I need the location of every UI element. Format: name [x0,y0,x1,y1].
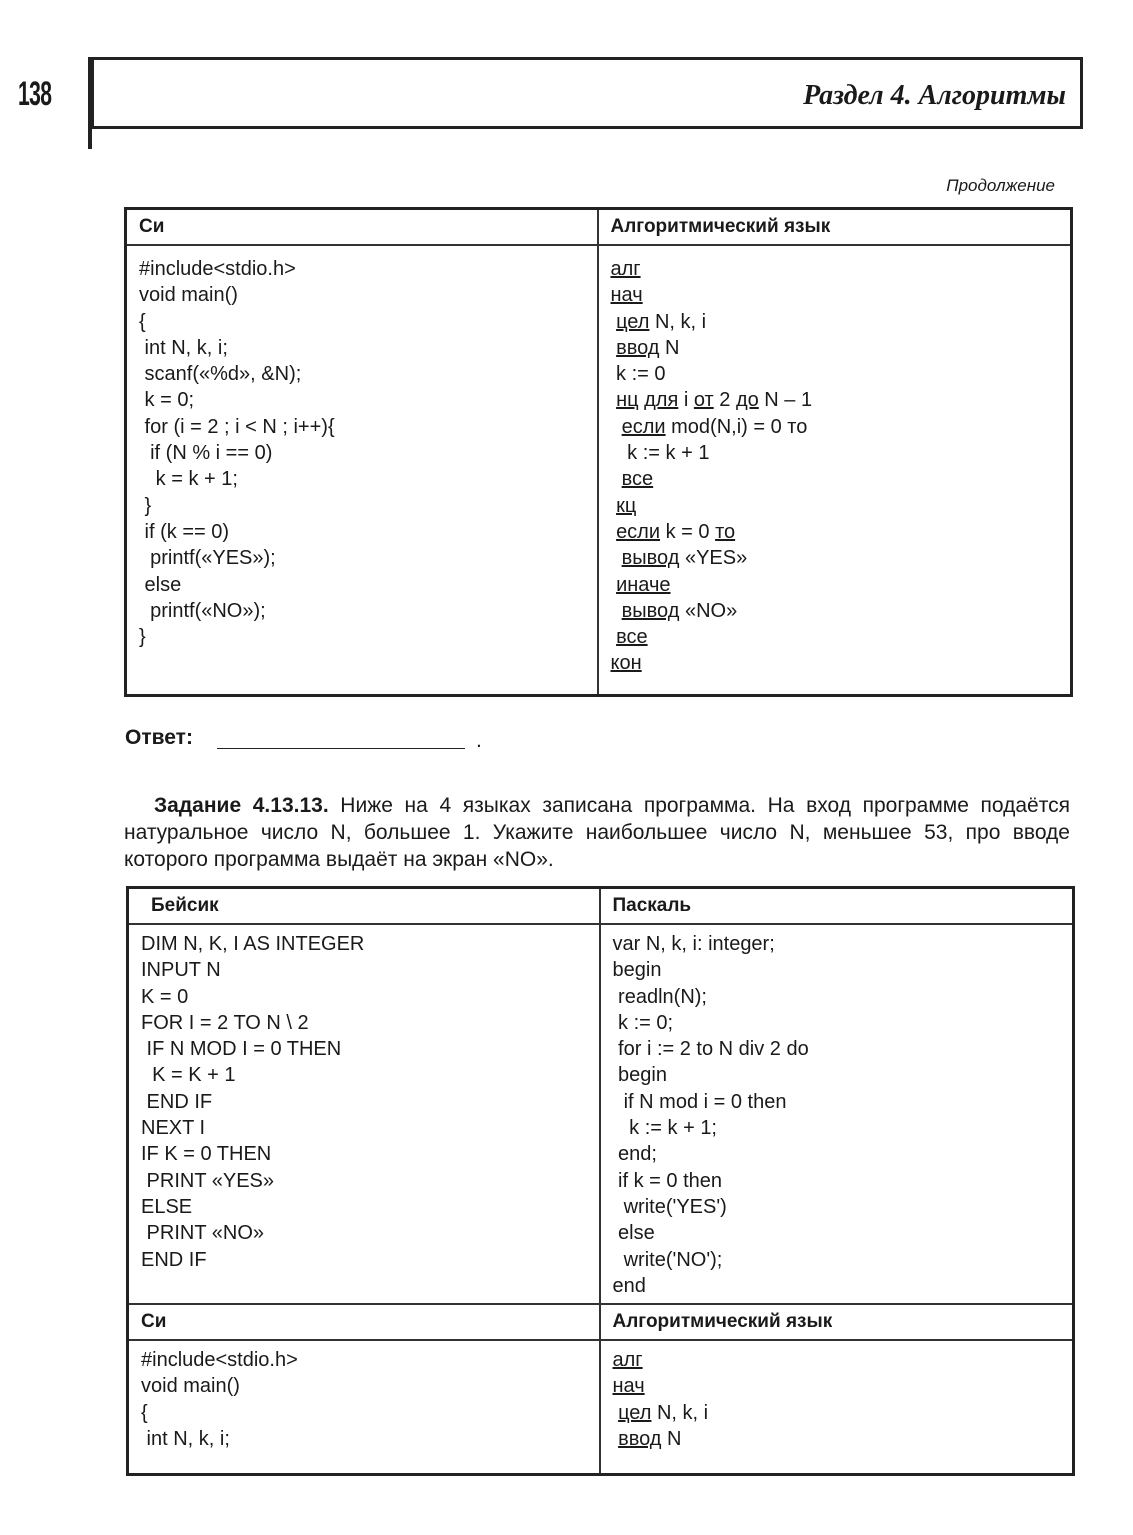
header-algorithmic: Алгоритмический язык [598,209,1072,246]
code-line: end [612,1274,646,1297]
code-line: k = 0; [139,389,195,412]
keyword: алг [610,258,641,280]
keyword: нач [612,1375,645,1398]
code-line [611,650,1071,676]
code-line [611,387,1071,413]
code-line [613,1426,1073,1452]
code-line: PRINT «YES» [141,1169,275,1192]
code-text: k := k + 1 [610,442,710,465]
code-line: ELSE [141,1195,193,1218]
header-c: Си [126,209,598,246]
code-text: i [678,389,694,412]
code-line: write('YES') [612,1195,727,1218]
code-line [611,256,1071,282]
keyword: вывод [621,547,680,570]
code-text: «NO» [679,599,738,622]
code-line [611,414,1071,440]
code-line [611,598,1071,624]
code-line: { [141,1401,148,1424]
code-text [611,416,622,438]
code-text: N [659,336,680,359]
section-header-box [90,57,1083,129]
task-statement [124,792,1070,873]
header-divider [88,57,92,149]
code-line [611,493,1071,519]
answer-label: Ответ: [125,726,193,749]
keyword: кц [616,494,637,517]
task-text: Ниже на 4 языках записана программа. На вход программе подаётся натуральное число N, большее 1. Укажите наибольшее число N, меньшее 53, про вводе которого программа выдаёт на экран «NO». [124,794,1070,871]
code-line: K = 0 [141,985,189,1008]
code-line: K = K + 1 [141,1064,236,1087]
code-line: scanf(«%d», &N); [139,363,302,386]
algorithmic-code-block [598,245,1072,696]
code-line: if N mod i = 0 then [612,1090,787,1113]
answer-blank[interactable] [217,748,465,749]
code-line: k = k + 1; [139,468,238,491]
code-text: N, k, i [651,1401,709,1424]
code-line [611,309,1071,335]
code-line [613,1347,1073,1373]
code-line: END IF [141,1248,207,1271]
keyword: все [616,626,648,649]
header-basic: Бейсик [128,888,600,925]
code-line [611,361,1071,387]
code-line: #include<stdio.h> [139,258,296,280]
keyword: цел [616,310,650,333]
code-text: 2 [713,389,736,412]
code-line: void main() [141,1375,240,1398]
code-line: if k = 0 then [612,1169,723,1192]
code-table-continued [124,207,1073,697]
keyword: цел [618,1401,652,1424]
code-line: printf(«YES»); [139,547,276,570]
code-line: else [612,1222,655,1245]
basic-code-block [128,924,600,1304]
header-algorithmic-2: Алгоритмический язык [600,1304,1074,1340]
keyword: вывод [621,599,680,622]
code-text: k = 0 [660,520,716,543]
code-line: for (i = 2 ; i < N ; i++){ [139,415,335,438]
code-text [611,468,622,490]
code-text: N [661,1427,682,1450]
keyword: все [621,468,654,491]
code-line: } [139,626,146,649]
code-text: mod(N,i) = 0 то [665,415,808,438]
code-line: printf(«NO»); [139,599,266,622]
code-text: k := 0 [610,363,666,386]
code-line: IF N MOD I = 0 THEN [141,1038,342,1061]
code-line: k := k + 1; [612,1117,717,1140]
c-code-block [126,245,598,696]
code-line: else [139,573,182,596]
c-code-block-2 [128,1340,600,1475]
code-line: void main() [139,284,238,307]
code-line: int N, k, i; [141,1427,230,1450]
keyword: если [621,415,666,438]
code-line [611,282,1071,308]
code-line: PRINT «NO» [141,1222,264,1245]
code-line: begin [612,1064,667,1087]
code-line: } [139,494,152,517]
code-line [611,466,1071,492]
code-line: begin [612,959,662,982]
page-number: 138 [18,75,52,113]
algorithmic-code-block-2 [600,1340,1074,1475]
keyword: если [616,520,661,543]
continued-label: Продолжение [946,176,1055,195]
code-table-task [126,886,1075,1476]
code-line [611,519,1071,545]
keyword: кон [610,652,642,675]
code-line: if (k == 0) [139,520,230,543]
code-line [611,545,1071,571]
code-line [611,335,1071,361]
code-line: INPUT N [141,959,221,982]
keyword: алг [612,1349,643,1371]
keyword: до [735,389,759,412]
keyword: то [715,520,736,543]
code-line: end; [612,1143,657,1166]
keyword: ввод [616,336,660,359]
code-line [613,1373,1073,1399]
code-text [611,600,622,622]
code-line: DIM N, K, I AS INTEGER [141,933,365,955]
header-pascal: Паскаль [600,888,1074,925]
code-line: for i := 2 to N div 2 do [612,1038,809,1061]
keyword: для [644,389,679,412]
keyword: ввод [618,1427,662,1450]
task-number: Задание 4.13.13. [154,794,329,817]
answer-dot: . [476,729,482,752]
code-line [613,1400,1073,1426]
code-line: readln(N); [612,985,707,1008]
pascal-code-block [600,924,1074,1304]
keyword: иначе [616,573,671,596]
code-line: #include<stdio.h> [141,1349,298,1371]
keyword: нач [610,284,643,307]
code-line [611,440,1071,466]
code-text: «YES» [679,547,748,570]
code-line: END IF [141,1090,213,1113]
code-line: IF K = 0 THEN [141,1143,272,1166]
code-line: { [139,310,146,333]
code-line: var N, k, i: integer; [612,933,775,955]
section-title: Раздел 4. Алгоритмы [803,80,1066,111]
header-c-2: Си [128,1304,600,1340]
code-text [611,547,622,569]
keyword: нц [616,389,639,412]
keyword: от [693,389,714,412]
code-line: if (N % i == 0) [139,442,273,465]
code-line: int N, k, i; [139,336,228,359]
code-line: write('NO'); [612,1248,723,1271]
code-text: N, k, i [649,310,707,333]
code-line: k := 0; [612,1011,674,1034]
code-line [611,572,1071,598]
code-line: NEXT I [141,1117,206,1140]
code-line [611,624,1071,650]
code-line: FOR I = 2 TO N \ 2 [141,1011,309,1034]
code-text: N – 1 [758,389,813,412]
